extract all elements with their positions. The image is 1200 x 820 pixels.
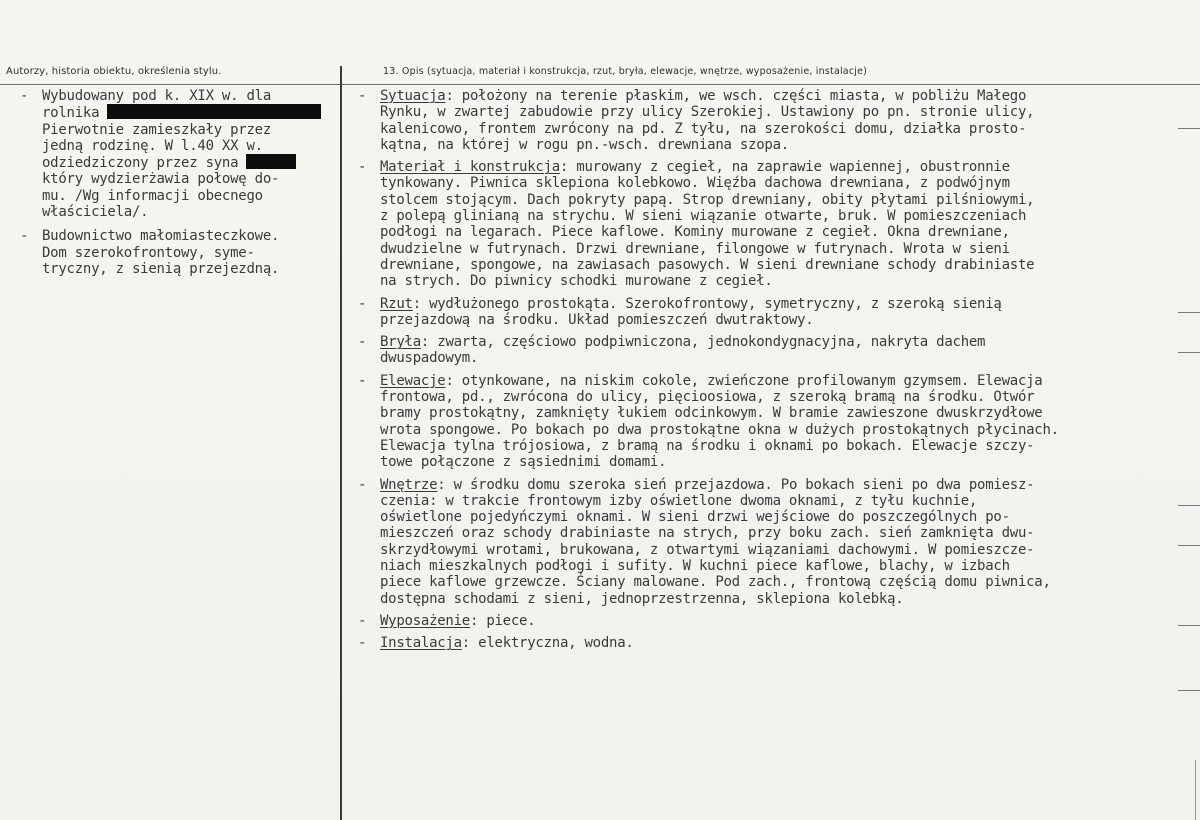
- edge-mark: [1178, 312, 1200, 313]
- description-section: [358, 635, 1196, 651]
- description-section: [358, 613, 1196, 629]
- section-first-line: [358, 334, 1196, 350]
- section-text: : elektryczna, wodna.: [461, 635, 634, 652]
- list-dash: -: [358, 476, 367, 493]
- text-line: wrota spongowe. Po bokach po dwa prostokątne okna w dużych prostokątnych płycinach.: [380, 421, 1059, 438]
- section-label: Materiał i konstrukcja: [380, 159, 560, 176]
- section-label: Elewacje: [380, 372, 446, 389]
- description-section: [358, 88, 1196, 153]
- text-line: bramy prostokątny, zamknięty łukiem odcinkowym. W bramie zawieszone dwuskrzydłowe: [380, 405, 1043, 422]
- section-first-line: [358, 635, 1196, 651]
- text-line: Pierwotnie zamieszkały przez: [42, 121, 272, 138]
- text-line: przejazdową na środku. Układ pomieszczeń dwutraktowy.: [380, 311, 814, 328]
- right-column: [358, 88, 1196, 658]
- text-line: tynkowany. Piwnica sklepiona kolebkowo. Więźba dachowa drewniana, z podwójnym: [380, 175, 1010, 192]
- edge-mark: [1178, 625, 1200, 626]
- edge-mark: [1178, 128, 1200, 129]
- section-first-line: [358, 88, 1196, 104]
- redaction-bar: [246, 154, 296, 169]
- text-line: który wydzierżawia połowę do-: [42, 171, 280, 188]
- text-line: czenia: w trakcie frontowym izby oświetlone dwoma oknami, z tyłu kuchnie,: [380, 492, 978, 509]
- section-label: Sytuacja: [380, 88, 446, 104]
- redaction-bar: [107, 104, 321, 119]
- style-entry: [20, 228, 335, 277]
- header-rule: [0, 84, 1200, 85]
- section-first-line: [358, 159, 1196, 175]
- description-section: [358, 334, 1196, 367]
- text-line: Wybudowany pod k. XIX w. dla: [42, 88, 272, 104]
- section-label: Wnętrze: [380, 476, 438, 493]
- text-line: skrzydłowymi wrotami, brukowana, z otwartymi wiązaniami dachowymi. W pomieszcze-: [380, 541, 1035, 558]
- right-column-header: 13. Opis (sytuacja, materiał i konstrukcja, rzut, bryła, elewacje, wnętrze, wyposażenie, instalacje): [383, 66, 868, 77]
- list-dash: -: [358, 612, 367, 629]
- text-line: towe połączone z sąsiednimi domami.: [380, 454, 667, 471]
- text-line: dostępna schodami z sieni, jednoprzestrzenna, sklepiona kolebką.: [380, 590, 904, 607]
- text-line: z polepą glinianą na strychu. W sieni wiązanie otwarte, bruk. W pomieszczeniach: [380, 208, 1027, 225]
- edge-mark: [1178, 545, 1200, 546]
- section-first-line: [358, 296, 1196, 312]
- edge-mark: [1178, 505, 1200, 506]
- text-line: niach mieszkalnych podłogi i sufity. W kuchni piece kaflowe, blachy, w izbach: [380, 558, 1010, 575]
- text-line: stolcem stojącym. Dach pokryty papą. Strop drewniany, obity płytami pilśniowymi,: [380, 191, 1035, 208]
- text-line: kątna, na której w rogu pn.-wsch. drewniana szopa.: [380, 136, 789, 153]
- history-entry: [20, 88, 335, 220]
- text-line-with-redaction: [20, 104, 335, 121]
- text-line: tryczny, z sienią przejezdną.: [42, 260, 280, 277]
- list-dash: -: [358, 88, 367, 104]
- text-line: Dom szerokofrontowy, syme-: [42, 244, 255, 261]
- edge-mark: [1178, 352, 1200, 353]
- section-text: : położony na terenie płaskim, we wsch. części miasta, w pobliżu Małego: [445, 88, 1027, 104]
- text-fragment: odziedziczony przez syna: [42, 155, 239, 172]
- text-fragment: rolnika: [42, 105, 100, 122]
- section-first-line: [358, 613, 1196, 629]
- edge-mark: [1195, 760, 1196, 820]
- text-line: piece kaflowe grzewcze. Ściany malowane. Pod zach., frontową częścią domu piwnica,: [380, 574, 1051, 591]
- text-line: Rynku, w zwartej zabudowie przy ulicy Szerokiej. Ustawiony po pn. stronie ulicy,: [380, 104, 1035, 121]
- text-line: oświetlone pojedyńczymi oknami. W sieni drzwi wejściowe do poszczególnych po-: [380, 509, 1010, 526]
- section-text: : piece.: [469, 612, 536, 629]
- list-dash: -: [20, 88, 29, 104]
- text-line: podłogi na legarach. Piece kaflowe. Kominy murowane z cegieł. Okna drewniane,: [380, 224, 1010, 241]
- section-text: : murowany z cegieł, na zaprawie wapiennej, obustronnie: [559, 159, 1010, 176]
- text-line: dwudzielne w futrynach. Drzwi drewniane, filongowe w futrynach. Wrota w sieni: [380, 240, 1010, 257]
- description-section: [358, 296, 1196, 329]
- section-first-line: [358, 477, 1196, 493]
- section-first-line: [358, 373, 1196, 389]
- section-text: : w środku domu szeroka sień przejazdowa. Po bokach sieni po dwa pomiesz-: [437, 476, 1035, 493]
- description-section: [358, 159, 1196, 289]
- text-line-with-redaction: [20, 154, 335, 171]
- left-column: [20, 88, 335, 280]
- edge-mark: [1178, 690, 1200, 691]
- text-line: dwuspadowym.: [380, 350, 479, 367]
- list-dash: -: [358, 159, 367, 176]
- list-dash: -: [358, 372, 367, 389]
- text-line: właściciela/.: [42, 204, 149, 221]
- section-label: Wyposażenie: [380, 612, 470, 629]
- text-line: na strych. Do piwnicy schodki murowane z cegieł.: [380, 273, 773, 290]
- list-dash: -: [358, 334, 367, 351]
- text-line: mieszczeń oraz schody drabiniaste na strych, przy boku zach. sień zamknięta dwu-: [380, 525, 1035, 542]
- left-column-header: Autorzy, historia obiektu, określenia stylu.: [6, 66, 222, 77]
- list-dash: -: [358, 635, 367, 652]
- description-section: [358, 373, 1196, 471]
- section-label: Instalacja: [380, 635, 462, 652]
- text-line: mu. /Wg informacji obecnego: [42, 187, 263, 204]
- text-line: kalenicowo, frontem zwrócony na pd. Z tyłu, na szerokości domu, działka prosto-: [380, 120, 1027, 137]
- text-line: frontowa, pd., zwrócona do ulicy, pięcioosiowa, z szeroką bramą na środku. Otwór: [380, 389, 1035, 406]
- section-label: Rzut: [380, 295, 413, 312]
- list-dash: -: [20, 228, 29, 245]
- list-dash: -: [358, 295, 367, 312]
- text-line: jedną rodzinę. W l.40 XX w.: [42, 137, 263, 154]
- section-text: : zwarta, częściowo podpiwniczona, jednokondygnacyjna, nakryta dachem: [420, 334, 986, 351]
- section-text: : otynkowane, na niskim cokole, zwieńczone profilowanym gzymsem. Elewacja: [445, 372, 1043, 389]
- text-line: drewniane, spongowe, na zawiasach pasowych. W sieni drewniane schody drabiniaste: [380, 256, 1035, 273]
- column-divider: [340, 66, 342, 820]
- description-section: [358, 477, 1196, 607]
- text-line: Budownictwo małomiasteczkowe.: [42, 228, 280, 245]
- section-text: : wydłużonego prostokąta. Szerokofrontowy, symetryczny, z szeroką sienią: [412, 295, 1002, 312]
- text-line: Elewacja tylna trójosiowa, z bramą na środku i oknami po bokach. Elewacje szczy-: [380, 437, 1035, 454]
- section-label: Bryła: [380, 334, 421, 351]
